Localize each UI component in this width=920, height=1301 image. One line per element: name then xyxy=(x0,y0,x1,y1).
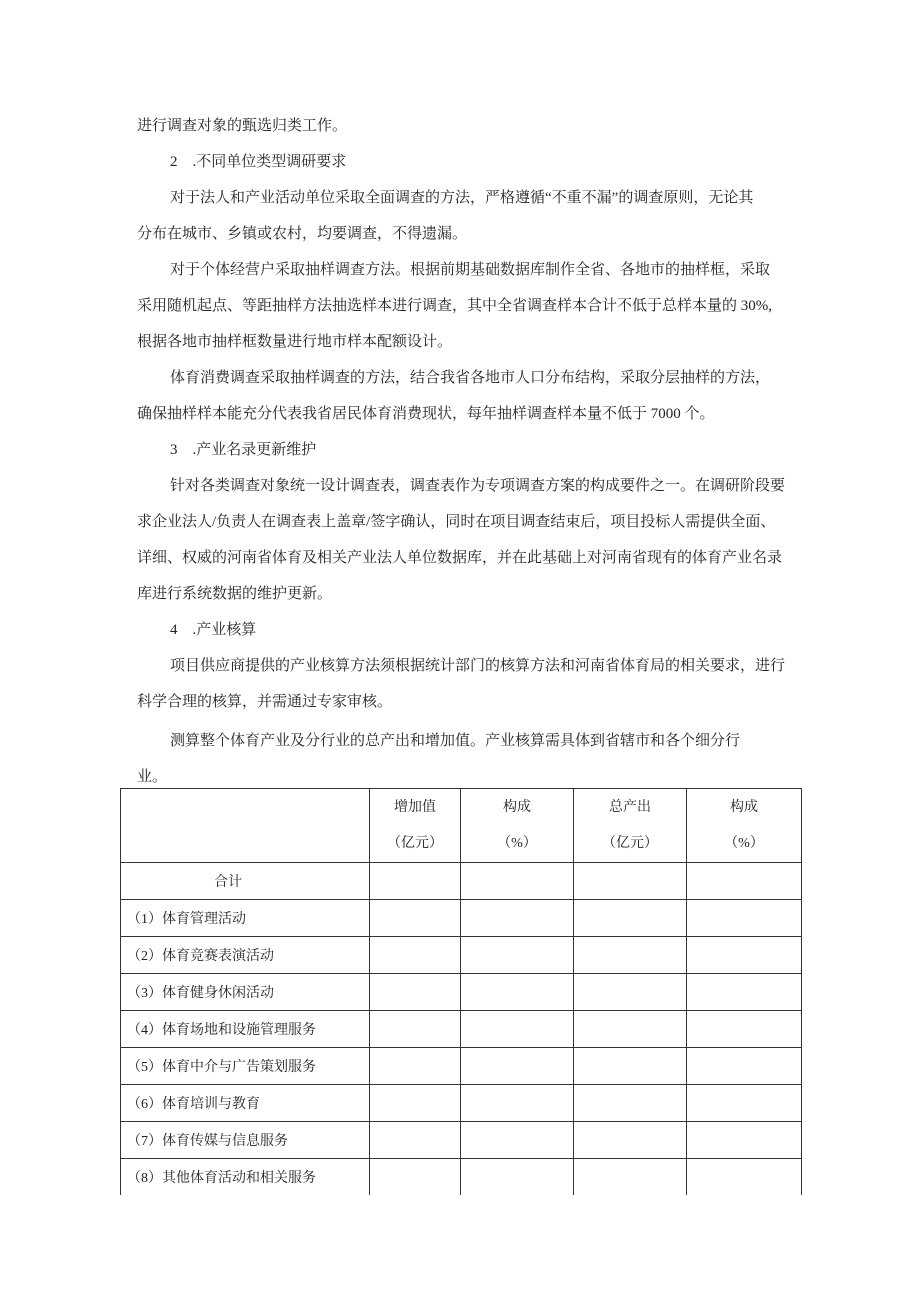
cell xyxy=(370,863,461,900)
table-row xyxy=(121,1122,802,1159)
cell xyxy=(370,1048,461,1085)
industry-accounting-table xyxy=(120,788,802,1195)
cell xyxy=(461,974,574,1011)
cell xyxy=(574,900,687,937)
row-label: （3）体育健身休闲活动 xyxy=(121,974,370,1011)
table-row-total xyxy=(121,863,802,900)
cell xyxy=(461,1085,574,1122)
cell xyxy=(687,1122,802,1159)
cell xyxy=(461,1122,574,1159)
paragraph-line: 测算整个体育产业及分行业的总产出和增加值。产业核算需具体到省辖市和各个细分行 xyxy=(170,733,741,749)
cell xyxy=(370,937,461,974)
paragraph-line: 对于个体经营户采取抽样调查方法。根据前期基础数据库制作全省、各地市的抽样框，采取 xyxy=(170,262,771,278)
cell xyxy=(574,974,687,1011)
cell xyxy=(687,1085,802,1122)
cell xyxy=(461,1048,574,1085)
cell xyxy=(370,1085,461,1122)
cell xyxy=(370,1159,461,1196)
cell xyxy=(687,900,802,937)
cell xyxy=(687,937,802,974)
row-label: （7）体育传媒与信息服务 xyxy=(121,1122,370,1159)
cell xyxy=(370,900,461,937)
cell xyxy=(461,1159,574,1196)
cell xyxy=(574,1048,687,1085)
header-blank-cell xyxy=(121,789,370,863)
section-heading: 2 .不同单位类型调研要求 xyxy=(170,154,347,170)
table-row xyxy=(121,1011,802,1048)
header-total-output: 总产出 （亿元） xyxy=(574,789,687,863)
table-header-row xyxy=(121,789,802,863)
paragraph-line: 采用随机起点、等距抽样方法抽选样本进行调查，其中全省调查样本合计不低于总样本量的 30%, xyxy=(137,298,772,314)
cell xyxy=(574,1122,687,1159)
cell xyxy=(461,937,574,974)
header-value-added: 增加值 （亿元） xyxy=(370,789,461,863)
cell xyxy=(370,1011,461,1048)
paragraph-line: 进行调查对象的甄选归类工作。 xyxy=(137,118,348,134)
paragraph-line: 针对各类调查对象统一设计调查表，调查表作为专项调查方案的构成要件之一。在调研阶段要 xyxy=(170,478,786,494)
row-label: （8）其他体育活动和相关服务 xyxy=(121,1159,370,1196)
row-label: （4）体育场地和设施管理服务 xyxy=(121,1011,370,1048)
paragraph-line: 对于法人和产业活动单位采取全面调查的方法，严格遵循“不重不漏”的调查原则，无论其 xyxy=(170,190,754,206)
cell xyxy=(574,1011,687,1048)
table-row xyxy=(121,974,802,1011)
paragraph-line: 根据各地市抽样框数量进行地市样本配额设计。 xyxy=(137,334,453,350)
paragraph-line: 科学合理的核算，并需通过专家审核。 xyxy=(137,694,393,710)
table-row xyxy=(121,937,802,974)
paragraph-line: 库进行系统数据的维护更新。 xyxy=(137,586,333,602)
table-row xyxy=(121,1159,802,1196)
cell xyxy=(574,1159,687,1196)
paragraph-line: 业。 xyxy=(137,769,168,785)
cell xyxy=(461,863,574,900)
section-heading: 3 .产业名录更新维护 xyxy=(170,442,317,458)
cell xyxy=(461,900,574,937)
cell xyxy=(370,1122,461,1159)
cell xyxy=(687,1159,802,1196)
cell xyxy=(574,863,687,900)
paragraph-line: 求企业法人/负责人在调查表上盖章/签字确认，同时在项目调查结束后，项目投标人需提供全面、 xyxy=(137,514,776,530)
cell xyxy=(687,1048,802,1085)
row-label: （1）体育管理活动 xyxy=(121,900,370,937)
table-row xyxy=(121,1085,802,1122)
section-heading: 4 .产业核算 xyxy=(170,622,257,638)
paragraph-line: 体育消费调查采取抽样调查的方法，结合我省各地市人口分布结构，采取分层抽样的方法， xyxy=(170,370,771,386)
row-label: 合计 xyxy=(121,863,370,900)
cell xyxy=(574,937,687,974)
row-label: （6）体育培训与教育 xyxy=(121,1085,370,1122)
cell xyxy=(687,1011,802,1048)
table-row xyxy=(121,900,802,937)
table-row xyxy=(121,1048,802,1085)
paragraph-line: 详细、权威的河南省体育及相关产业法人单位数据库，并在此基础上对河南省现有的体育产业名录 xyxy=(137,550,783,566)
cell xyxy=(687,863,802,900)
header-composition: 构成 （%） xyxy=(687,789,802,863)
cell xyxy=(687,974,802,1011)
cell xyxy=(574,1085,687,1122)
paragraph-line: 确保抽样样本能充分代表我省居民体育消费现状，每年抽样调查样本量不低于 7000 个。 xyxy=(137,406,715,422)
paragraph-line: 项目供应商提供的产业核算方法须根据统计部门的核算方法和河南省体育局的相关要求，进行 xyxy=(170,658,786,674)
paragraph-line: 分布在城市、乡镇或农村，均要调查，不得遗漏。 xyxy=(137,226,468,242)
cell xyxy=(370,974,461,1011)
cell xyxy=(461,1011,574,1048)
header-composition: 构成 （%） xyxy=(461,789,574,863)
row-label: （5）体育中介与广告策划服务 xyxy=(121,1048,370,1085)
row-label: （2）体育竞赛表演活动 xyxy=(121,937,370,974)
